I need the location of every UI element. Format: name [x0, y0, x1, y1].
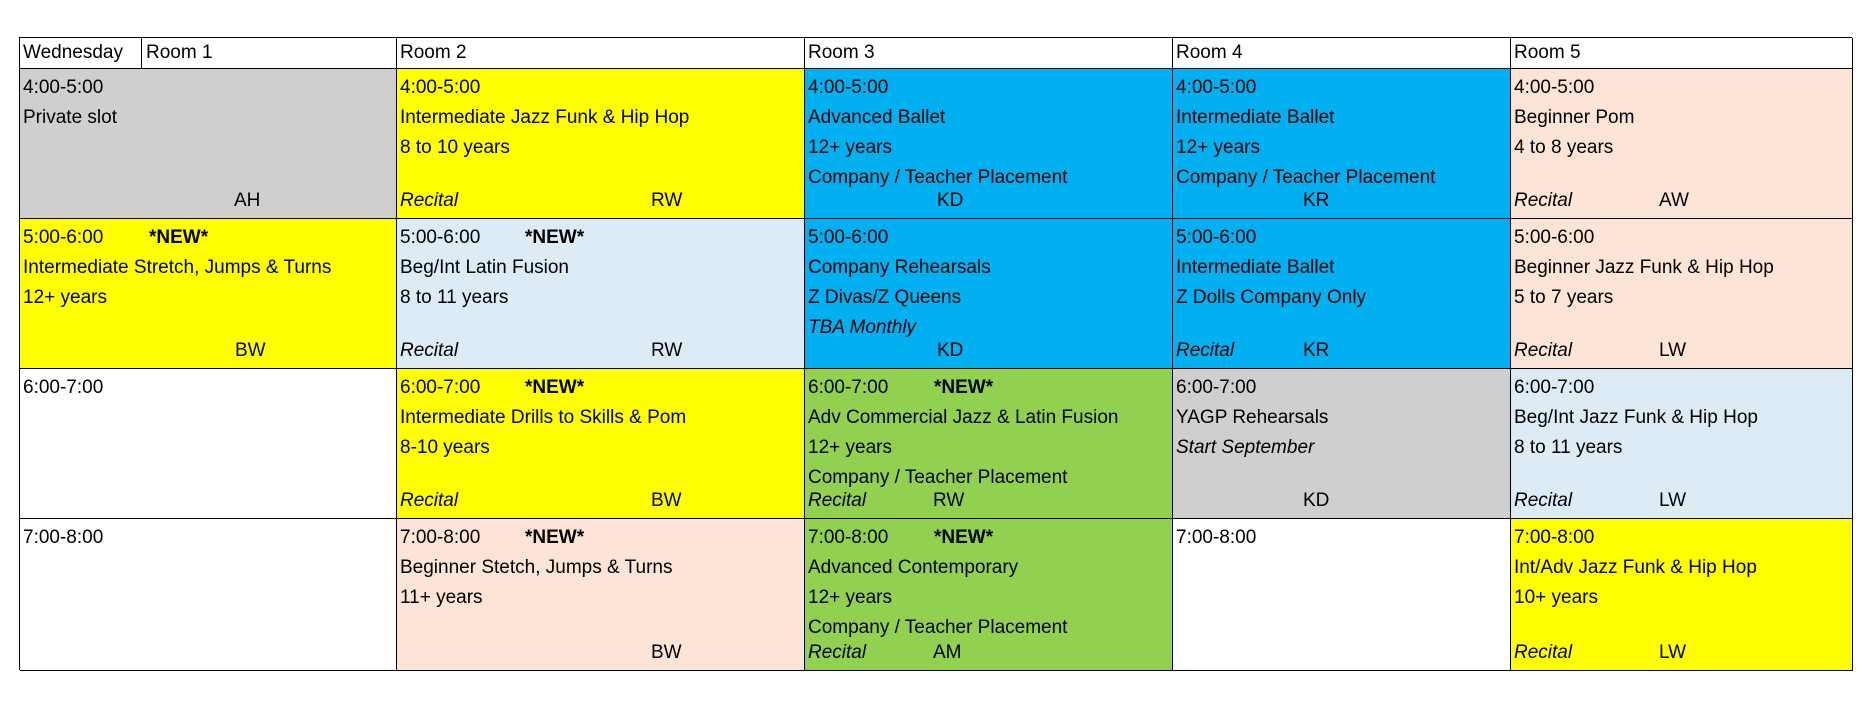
class-cell: [805, 219, 1173, 369]
teacher-initials: KR: [1303, 190, 1330, 211]
day-label: Wednesday: [23, 42, 123, 63]
age-range: 4 to 8 years: [1514, 137, 1614, 158]
class-name: Adv Commercial Jazz & Latin Fusion: [808, 407, 1119, 428]
new-badge: *NEW*: [934, 377, 994, 398]
time-slot: 5:00-6:00: [808, 227, 889, 248]
class-name: Intermediate Drills to Skills & Pom: [400, 407, 687, 428]
teacher-initials: BW: [651, 642, 682, 663]
class-cell: [1511, 219, 1853, 369]
teacher-initials: LW: [1659, 490, 1687, 511]
time-slot: 5:00-6:00: [1176, 227, 1257, 248]
time-slot: 4:00-5:00: [1176, 77, 1257, 98]
recital-label: Recital: [400, 190, 459, 211]
class-name: Beginner Pom: [1514, 107, 1635, 128]
class-cell: [20, 519, 397, 671]
header-cell-room-5: [1511, 38, 1853, 69]
time-slot: 5:00-6:00: [23, 227, 104, 248]
age-range: 8-10 years: [400, 437, 490, 458]
teacher-initials: LW: [1659, 340, 1687, 361]
time-slot: 6:00-7:00: [1176, 377, 1257, 398]
class-name: Company Rehearsals: [808, 257, 991, 278]
time-slot: 6:00-7:00: [23, 377, 104, 398]
age-range: 11+ years: [400, 587, 483, 608]
room-1-label: Room 1: [141, 38, 213, 68]
placement-note: Company / Teacher Placement: [1176, 167, 1436, 188]
class-name: Intermediate Ballet: [1176, 107, 1335, 128]
age-range: 12+ years: [1176, 137, 1260, 158]
class-cell: [805, 69, 1173, 219]
class-cell: [20, 219, 397, 369]
header-cell-room-3: [805, 38, 1173, 69]
time-slot: 7:00-8:00: [1514, 527, 1595, 548]
recital-label: Recital: [808, 642, 867, 663]
teacher-initials: RW: [651, 190, 683, 211]
teacher-initials: LW: [1659, 642, 1687, 663]
class-name: Intermediate Ballet: [1176, 257, 1335, 278]
new-badge: *NEW*: [149, 227, 209, 248]
class-cell: [20, 69, 397, 219]
age-range: 12+ years: [23, 287, 107, 308]
age-range: 12+ years: [808, 587, 892, 608]
class-cell: [805, 519, 1173, 671]
class-cell: [1173, 519, 1511, 671]
cell-footer: [1176, 186, 1510, 216]
class-name: Beginner Jazz Funk & Hip Hop: [1514, 257, 1774, 278]
room-2-label: Room 2: [400, 42, 467, 63]
time-slot: 6:00-7:00: [1514, 377, 1595, 398]
class-name: Int/Adv Jazz Funk & Hip Hop: [1514, 557, 1757, 578]
time-slot: 4:00-5:00: [23, 77, 104, 98]
cell-footer: [400, 638, 804, 668]
time-slot: 4:00-5:00: [1514, 77, 1595, 98]
time-slot: 7:00-8:00: [23, 527, 104, 548]
cell-footer: [1514, 486, 1852, 516]
header-cell-room-1: [20, 38, 397, 69]
placement-note: Company / Teacher Placement: [808, 617, 1068, 638]
schedule-table: [19, 37, 1852, 670]
room-5-label: Room 5: [1514, 42, 1581, 63]
class-cell: [1511, 519, 1853, 671]
teacher-initials: BW: [235, 340, 266, 361]
class-cell: [1511, 69, 1853, 219]
time-slot: 4:00-5:00: [400, 77, 481, 98]
time-slot: 6:00-7:00: [808, 377, 889, 398]
teacher-initials: RW: [651, 340, 683, 361]
cell-footer: [1514, 186, 1852, 216]
schedule-note: TBA Monthly: [808, 317, 917, 338]
age-range: 8 to 11 years: [400, 287, 509, 308]
room-4-label: Room 4: [1176, 42, 1243, 63]
class-name: Beg/Int Latin Fusion: [400, 257, 569, 278]
class-cell: [397, 219, 805, 369]
age-range: 10+ years: [1514, 587, 1598, 608]
schedule-note: Start September: [1176, 437, 1315, 458]
cell-footer: [808, 336, 1172, 366]
recital-label: Recital: [1514, 642, 1573, 663]
teacher-initials: BW: [651, 490, 682, 511]
cell-footer: [400, 486, 804, 516]
teacher-initials: AM: [933, 642, 962, 663]
time-slot: 7:00-8:00: [400, 527, 481, 548]
cell-footer: [1176, 486, 1510, 516]
recital-label: Recital: [400, 490, 459, 511]
time-slot: 6:00-7:00: [400, 377, 481, 398]
cell-footer: [400, 336, 804, 366]
teacher-initials: RW: [933, 490, 965, 511]
age-range: 12+ years: [808, 437, 892, 458]
placement-note: Company / Teacher Placement: [808, 167, 1068, 188]
class-name: Advanced Contemporary: [808, 557, 1019, 578]
group-names: Z Divas/Z Queens: [808, 287, 962, 308]
class-cell: [397, 519, 805, 671]
class-cell: [1511, 369, 1853, 519]
teacher-initials: AH: [234, 190, 261, 211]
time-slot: 7:00-8:00: [808, 527, 889, 548]
teacher-initials: AW: [1659, 190, 1689, 211]
age-range: 8 to 11 years: [1514, 437, 1623, 458]
class-name: Intermediate Stretch, Jumps & Turns: [23, 257, 332, 278]
age-range: 12+ years: [808, 137, 892, 158]
teacher-initials: KD: [1303, 490, 1330, 511]
class-name: Beginner Stetch, Jumps & Turns: [400, 557, 673, 578]
header-cell-room-4: [1173, 38, 1511, 69]
cell-footer: [808, 486, 1172, 516]
class-cell: [397, 69, 805, 219]
recital-label: Recital: [1514, 190, 1573, 211]
cell-footer: [808, 186, 1172, 216]
time-slot: 5:00-6:00: [1514, 227, 1595, 248]
recital-label: Recital: [1514, 490, 1573, 511]
class-cell: [1173, 369, 1511, 519]
teacher-initials: KD: [937, 340, 964, 361]
class-name: Private slot: [23, 107, 117, 128]
cell-footer: [400, 186, 804, 216]
new-badge: *NEW*: [934, 527, 994, 548]
class-cell: [805, 369, 1173, 519]
recital-label: Recital: [1514, 340, 1573, 361]
cell-footer: [1176, 336, 1510, 366]
class-cell: [20, 369, 397, 519]
class-cell: [397, 369, 805, 519]
age-range: 8 to 10 years: [400, 137, 510, 158]
recital-label: Recital: [400, 340, 459, 361]
cell-footer: [1514, 336, 1852, 366]
room-3-label: Room 3: [808, 42, 875, 63]
recital-label: Recital: [1176, 340, 1235, 361]
class-name: Advanced Ballet: [808, 107, 946, 128]
cell-footer: [23, 336, 396, 366]
time-slot: 5:00-6:00: [400, 227, 481, 248]
teacher-initials: KD: [937, 190, 964, 211]
time-slot: 4:00-5:00: [808, 77, 889, 98]
class-cell: [1173, 69, 1511, 219]
recital-label: Recital: [808, 490, 867, 511]
placement-note: Company / Teacher Placement: [808, 467, 1068, 488]
cell-footer: [23, 186, 396, 216]
new-badge: *NEW*: [525, 527, 585, 548]
teacher-initials: KR: [1303, 340, 1330, 361]
new-badge: *NEW*: [525, 227, 585, 248]
class-name: Intermediate Jazz Funk & Hip Hop: [400, 107, 690, 128]
cell-footer: [808, 638, 1172, 668]
cell-footer: [1514, 638, 1852, 668]
header-cell-room-2: [397, 38, 805, 69]
class-name: YAGP Rehearsals: [1176, 407, 1329, 428]
group-names: Z Dolls Company Only: [1176, 287, 1367, 308]
class-name: Beg/Int Jazz Funk & Hip Hop: [1514, 407, 1758, 428]
age-range: 5 to 7 years: [1514, 287, 1614, 308]
time-slot: 7:00-8:00: [1176, 527, 1257, 548]
new-badge: *NEW*: [525, 377, 585, 398]
class-cell: [1173, 219, 1511, 369]
